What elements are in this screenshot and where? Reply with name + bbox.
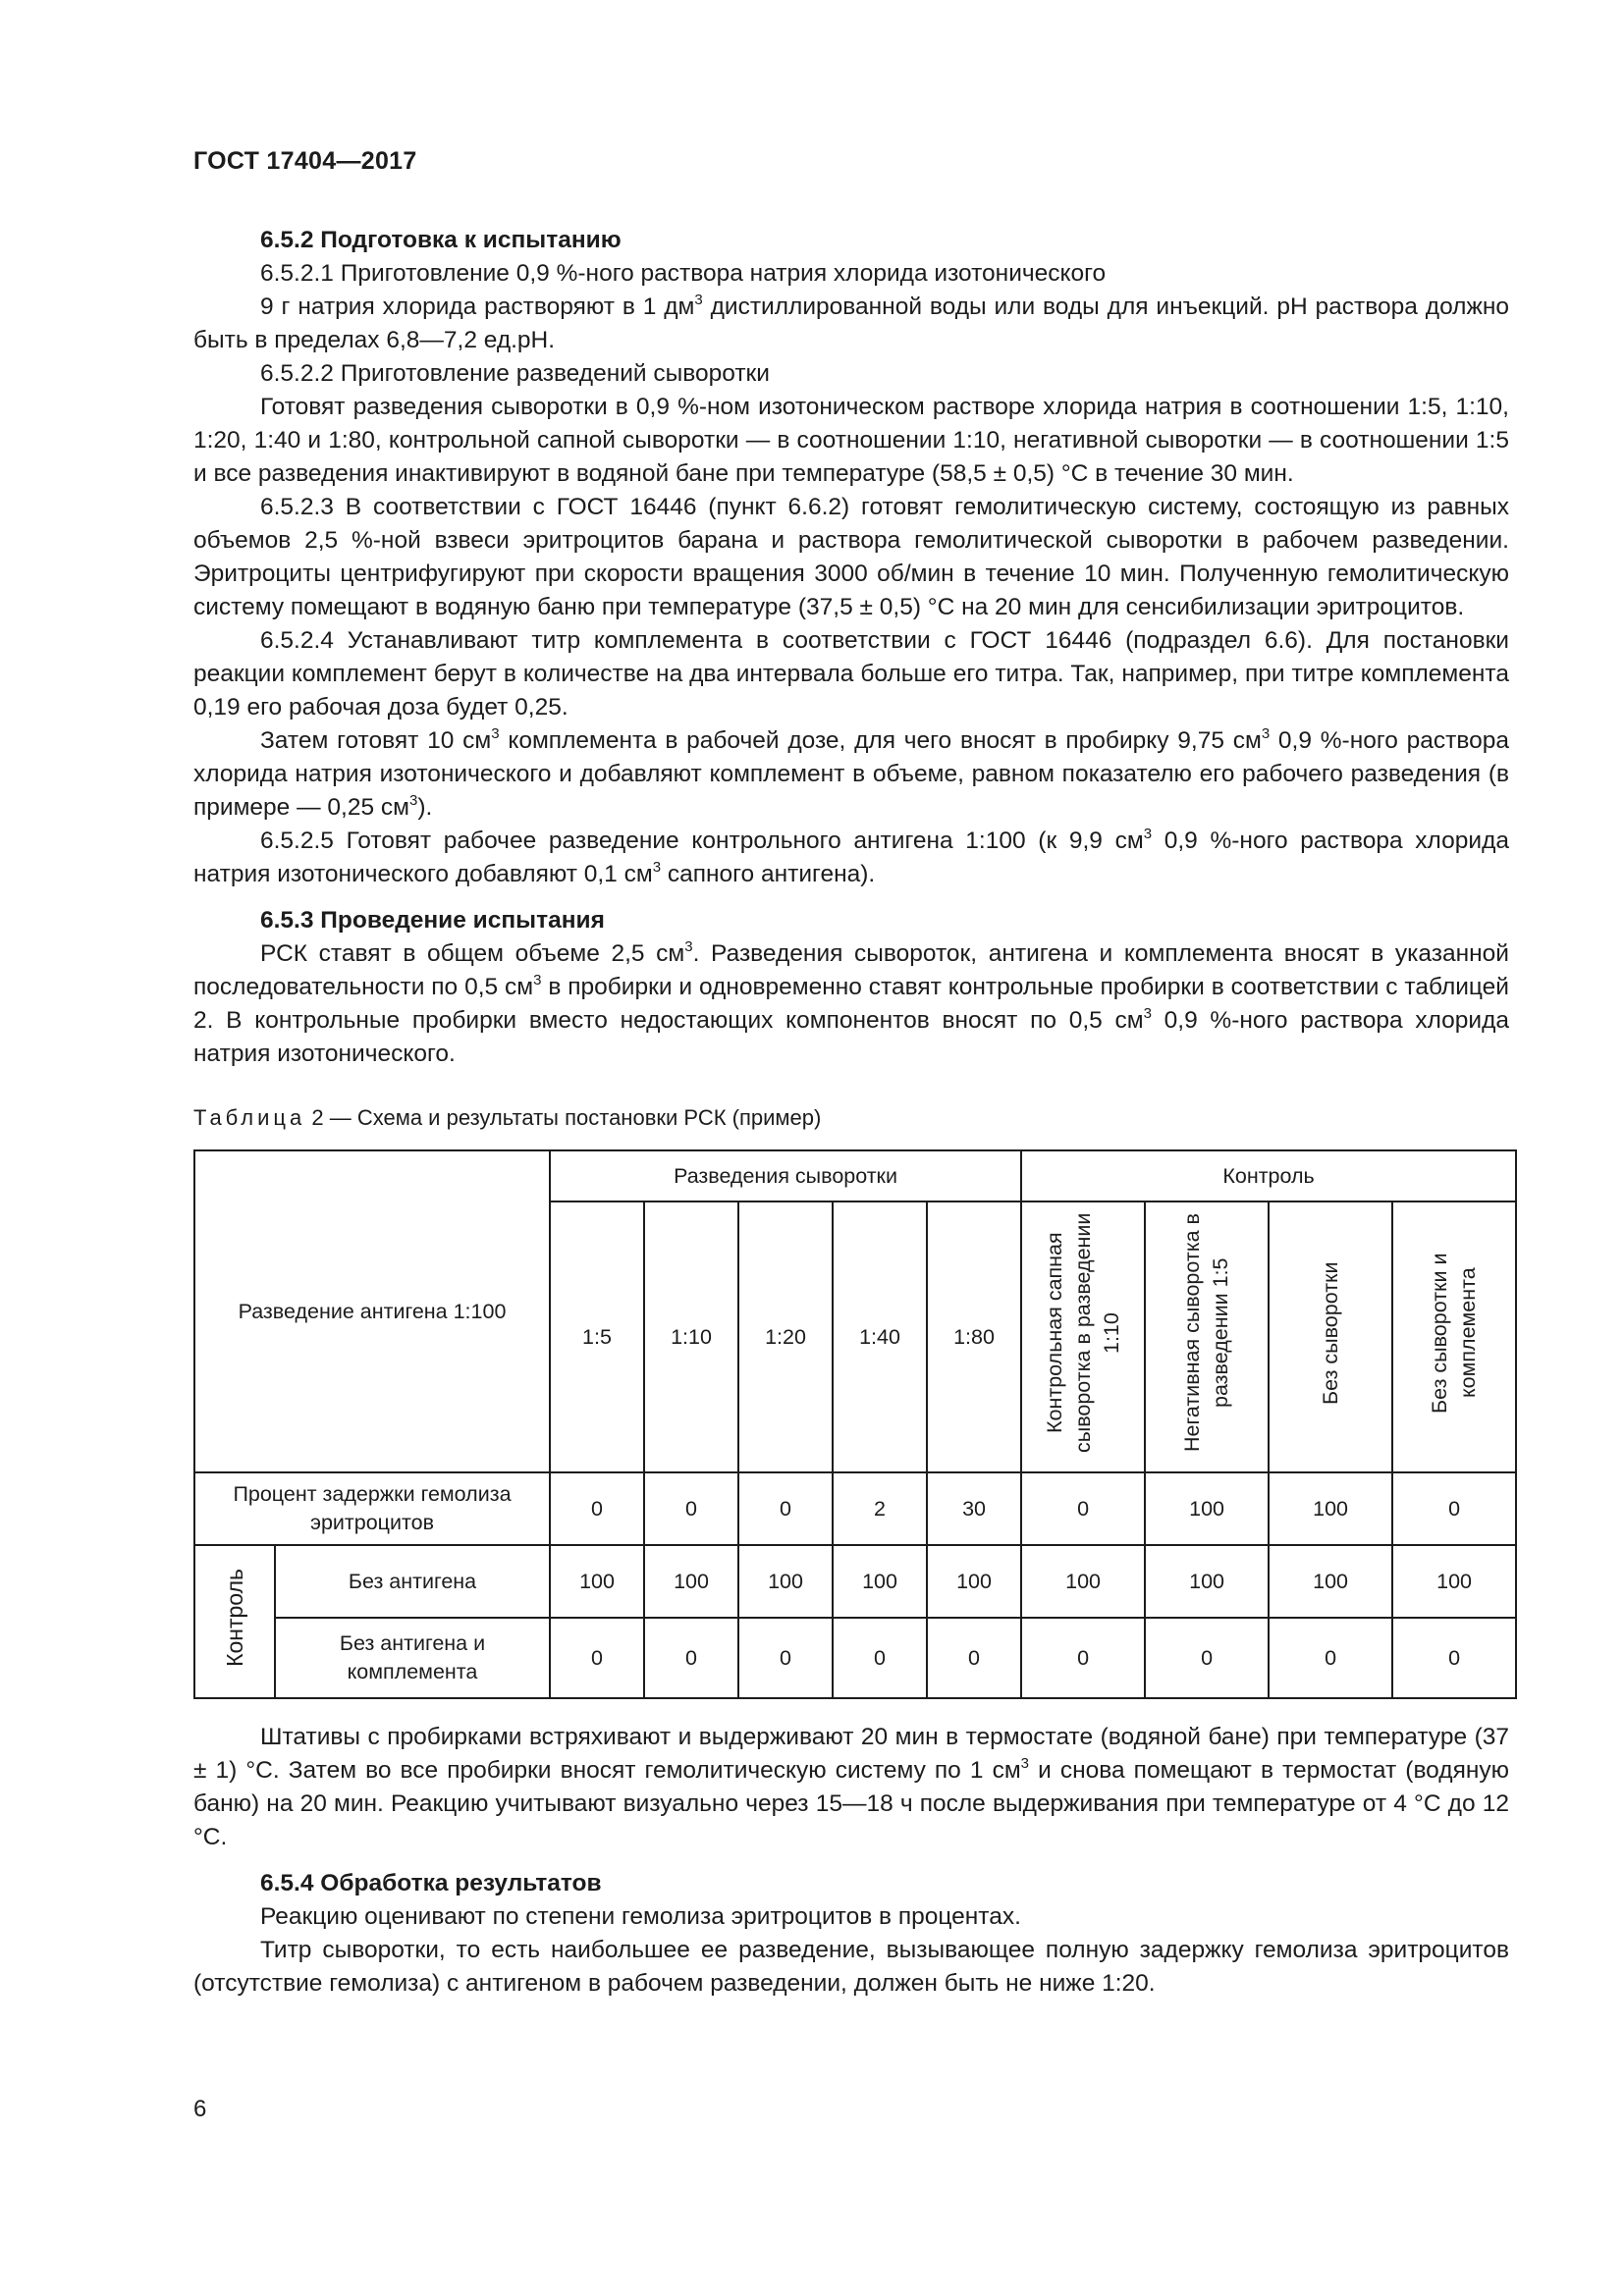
paragraph-6-5-2-5: 6.5.2.5 Готовят рабочее разведение контрольного антигена 1:100 (к 9,9 $см^3$ 0,9 %-ного раствора хлорида натрия изотонического добавляют 0,1 $см^3$ сапного антигена). [193,826,1509,887]
table-cell: 0 [927,1618,1021,1698]
header-dilution: 1:80 [927,1201,1021,1472]
header-control-column: Негативная сыворотка в разведении 1:5 [1145,1201,1269,1472]
header-dilution: 1:20 [738,1201,833,1472]
header-control-column: Контрольная сапная сыворотка в разведении 1:10 [1021,1201,1145,1472]
table-cell: 0 [1269,1618,1392,1698]
paragraph-serum-dilutions: Готовят разведения сыворотки в 0,9 %-ном изотоническом растворе хлорида натрия в соотношении 1:5, 1:10, 1:20, 1:40 и 1:80, контрольной сапной сыворотки — в соотношении 1:10, негативной сыворотки — в соотношении 1:5 и все разведения инактивируют в водяной бане при температуре (58,5 ± 0,5) °С в течение 30 мин. [193,394,1509,487]
paragraph-nacl-prep: 9 г натрия хлорида растворяют в 1 $дм^3$ дистиллированной воды или воды для инъекций. pH раствора должно быть в пределах 6,8—7,2 ед.pH. [193,292,1510,353]
header-control: Контроль [1021,1150,1516,1201]
table-cell: 0 [644,1618,738,1698]
table-cell: 30 [927,1472,1021,1545]
heading-6-5-2: 6.5.2 Подготовка к испытанию [260,227,622,253]
header-control-column: Без сыворотки [1269,1201,1392,1472]
table-cell: 100 [833,1545,927,1618]
header-dilution: 1:40 [833,1201,927,1472]
table-cell: 100 [1145,1545,1269,1618]
table-cell: 0 [738,1618,833,1698]
heading-6-5-4: 6.5.4 Обработка результатов [260,1870,602,1896]
page-number: 6 [193,2096,207,2122]
table-cell: 0 [550,1472,644,1545]
paragraph-incubation: Штативы с пробирками встряхивают и выдерживают 20 мин в термостате (водяной бане) при температуре (37 ± 1) °С. Затем во все пробирки вносят гемолитическую систему по 1 $см^3$ и снова помещают в термостат (водяную баню) на 20 мин. Реакцию учитывают визуально через 15—18 ч после выдерживания при температуре от 4 °С до 12 °С. [193,1724,1509,1850]
table-cell: 100 [738,1545,833,1618]
table-cell: 0 [833,1618,927,1698]
header-dilution: 1:5 [550,1201,644,1472]
header-control-column: Без сыворотки и комплемента [1392,1201,1516,1472]
document-header-code: ГОСТ 17404—2017 [193,147,417,175]
row-label-no-antigen: Без антигена [275,1545,550,1618]
paragraph-rsk-setup: РСК ставят в общем объеме 2,5 $см^3$. Разведения сывороток, антигена и комплемента вносят в указанной последовательности по 0,5 $см^3$ в пробирки и одновременно ставят контрольные пробирки в соответствии с таблицей 2. В контрольные пробирки вместо недостающих компонентов вносят по 0,5 $см^3$ 0,9 %-ного раствора хлорида натрия изотонического. [193,938,1509,1067]
table-cell: 100 [1392,1545,1516,1618]
header-serum-dilutions: Разведения сыворотки [550,1150,1021,1201]
table-cell: 0 [1145,1618,1269,1698]
paragraph-evaluation: Реакцию оценивают по степени гемолиза эритроцитов в процентах. [260,1903,1021,1930]
table-cell: 100 [1021,1545,1145,1618]
table-cell: 100 [927,1545,1021,1618]
table-cell: 0 [550,1618,644,1698]
table-cell: 0 [644,1472,738,1545]
paragraph-6-5-2-2: 6.5.2.2 Приготовление разведений сыворотки [260,360,770,387]
paragraph-complement-dose: Затем готовят 10 $см^3$ комплемента в рабочей дозе, для чего вносят в пробирку 9,75 $см^3$ 0,9 %-ного раствора хлорида натрия изотонического и добавляют комплемент в объеме, равном показателю его рабочего разведения (в примере — 0,25 $см^3$). [193,725,1509,821]
row-group-label-control: Контроль [194,1545,275,1698]
table-cell: 0 [1392,1472,1516,1545]
table-cell: 100 [1145,1472,1269,1545]
table-cell: 100 [644,1545,738,1618]
table-cell: 100 [1269,1545,1392,1618]
table-corner-cell: Разведение антигена 1:100 [194,1150,550,1472]
table-cell: 0 [1021,1618,1145,1698]
row-label-no-antigen-complement: Без антигена и комплемента [275,1618,550,1698]
paragraph-serum-titer: Титр сыворотки, то есть наибольшее ее разведение, вызывающее полную задержку гемолиза эритроцитов (отсутствие гемолиза) с антигеном в рабочем разведении, должен быть не ниже 1:20. [193,1937,1509,1997]
table-cell: 0 [1021,1472,1145,1545]
table-caption: Таблица 2 — Схема и результаты постановки РСК (пример) [193,1105,822,1130]
paragraph-6-5-2-4: 6.5.2.4 Устанавливают титр комплемента в соответствии с ГОСТ 16446 (подраздел 6.6). Для постановки реакции комплемент берут в количестве на два интервала больше его титра. Так, например, при титре комплемента 0,19 его рабочая доза будет 0,25. [193,627,1509,721]
rsk-results-table [193,1149,1517,1699]
table-cell: 0 [738,1472,833,1545]
table-cell: 100 [1269,1472,1392,1545]
heading-6-5-3: 6.5.3 Проведение испытания [260,907,605,934]
table-cell: 100 [550,1545,644,1618]
row-label-hemolysis-delay: Процент задержки гемолиза эритроцитов [194,1472,550,1545]
table-cell: 0 [1392,1618,1516,1698]
paragraph-6-5-2-1: 6.5.2.1 Приготовление 0,9 %-ного раствора натрия хлорида изотонического [260,260,1107,287]
paragraph-6-5-2-3: 6.5.2.3 В соответствии с ГОСТ 16446 (пункт 6.6.2) готовят гемолитическую систему, состоящую из равных объемов 2,5 %-ной взвеси эритроцитов барана и раствора гемолитической сыворотки в рабочем разведении. Эритроциты центрифугируют при скорости вращения 3000 об/мин в течение 10 мин. Полученную гемолитическую систему помещают в водяную баню при температуре (37,5 ± 0,5) °С на 20 мин для сенсибилизации эритроцитов. [193,494,1509,620]
document-body [193,224,1509,2001]
table-cell: 2 [833,1472,927,1545]
header-dilution: 1:10 [644,1201,738,1472]
